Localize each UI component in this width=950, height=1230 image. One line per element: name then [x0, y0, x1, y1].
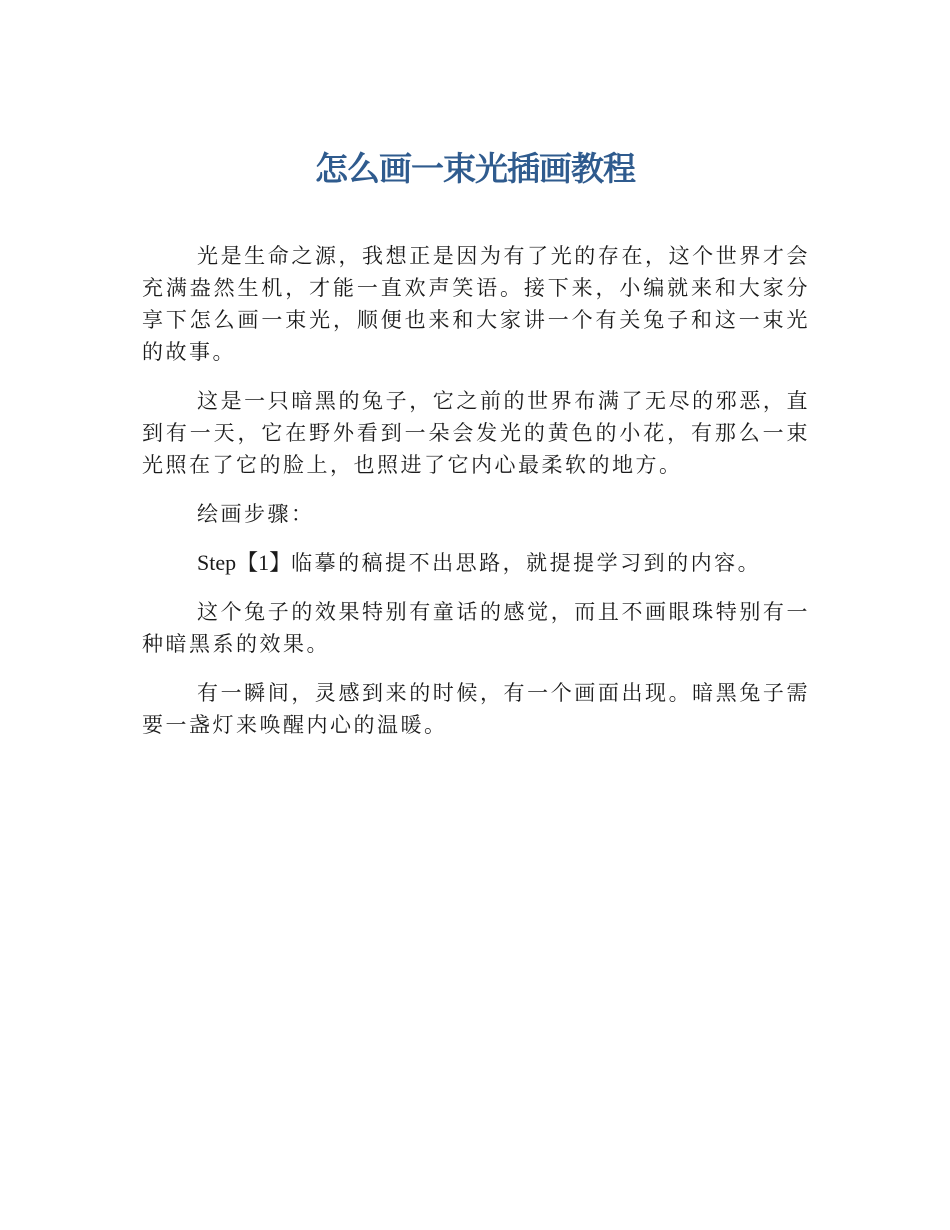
paragraph-inspiration: 有一瞬间，灵感到来的时候，有一个画面出现。暗黑兔子需要一盏灯来唤醒内心的温暖。	[142, 681, 810, 737]
paragraph-story: 这是一只暗黑的兔子，它之前的世界布满了无尽的邪恶，直到有一天，它在野外看到一朵会发光的黄色的小花，有那么一束光照在了它的脸上，也照进了它内心最柔软的地方。	[142, 389, 810, 477]
step-label: Step【1】	[197, 550, 292, 575]
paragraph-effect: 这个兔子的效果特别有童话的感觉，而且不画眼珠特别有一种暗黑系的效果。	[142, 600, 810, 656]
paragraph-intro: 光是生命之源，我想正是因为有了光的存在，这个世界才会充满盎然生机，才能一直欢声笑语。接下来，小编就来和大家分享下怎么画一束光，顺便也来和大家讲一个有关兔子和这一束光的故事。	[142, 244, 810, 364]
paragraph-steps-heading: 绘画步骤：	[197, 502, 315, 526]
document-body	[142, 240, 810, 758]
document-title: 怎么画一束光插画教程	[315, 149, 635, 188]
step-text: 临摹的稿提不出思路，就提提学习到的内容。	[291, 551, 762, 575]
paragraph-step-1	[142, 547, 810, 579]
